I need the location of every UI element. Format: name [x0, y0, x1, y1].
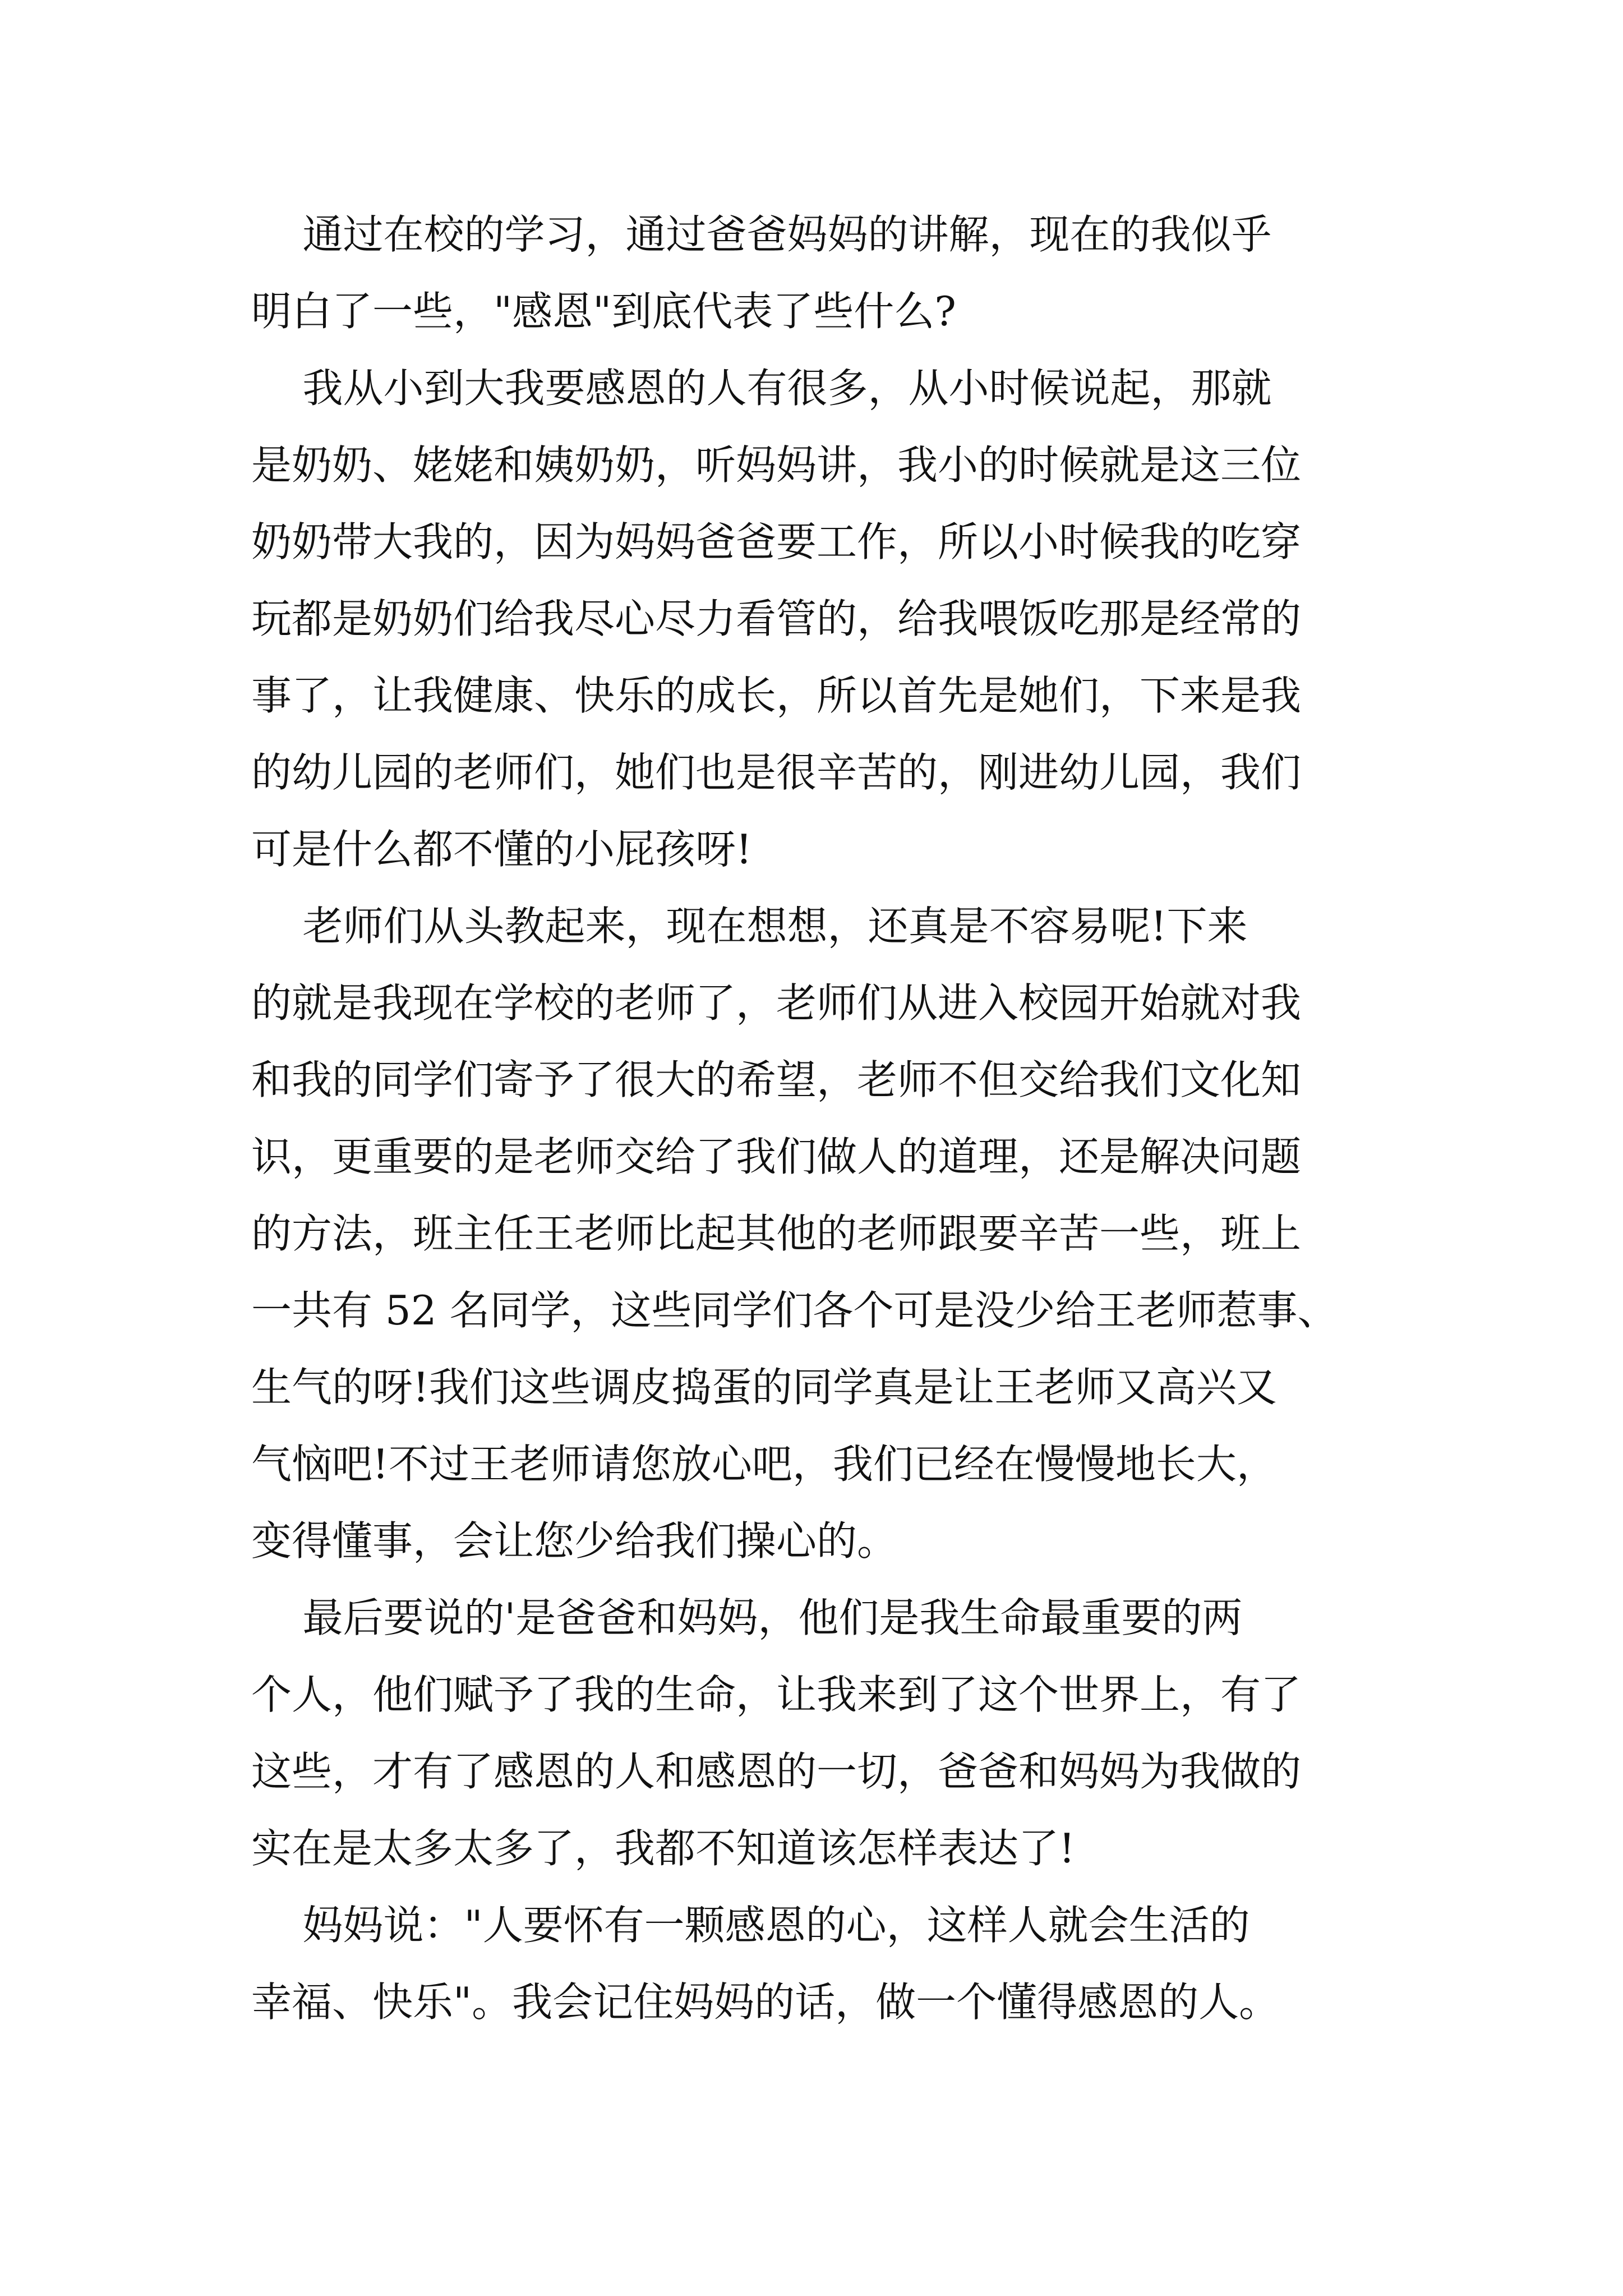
- essay-body: [251, 196, 1386, 2041]
- text-line: 玩都是奶奶们给我尽心尽力看管的，给我喂饭吃那是经常的: [251, 595, 1302, 642]
- text-line: 最后要说的'是爸爸和妈妈，他们是我生命最重要的两: [251, 1594, 1243, 1641]
- text-line: 的方法，班主任王老师比起其他的老师跟要辛苦一些，班上: [251, 1210, 1302, 1257]
- text-line: 这些，才有了感恩的人和感恩的一切，爸爸和妈妈为我做的: [251, 1748, 1302, 1795]
- text-line: 妈妈说："人要怀有一颗感恩的心，这样人就会生活的: [251, 1902, 1250, 1949]
- text-line: 奶奶带大我的，因为妈妈爸爸要工作，所以小时候我的吃穿: [251, 518, 1302, 565]
- text-line: 的幼儿园的老师们，她们也是很辛苦的，刚进幼儿园，我们: [251, 749, 1302, 796]
- text-line: 老师们从头教起来，现在想想，还真是不容易呢!下来: [251, 903, 1248, 950]
- text-line: 个人，他们赋予了我的生命，让我来到了这个世界上，有了: [251, 1671, 1302, 1718]
- text-line: 和我的同学们寄予了很大的希望，老师不但交给我们文化知: [251, 1056, 1302, 1103]
- text-line: 变得懂事，会让您少给我们操心的。: [251, 1517, 898, 1565]
- text-line: 气恼吧!不过王老师请您放心吧，我们已经在慢慢地长大，: [251, 1441, 1277, 1488]
- text-line: 事了，让我健康、快乐的成长，所以首先是她们，下来是我: [251, 672, 1302, 719]
- text-line: 识，更重要的是老师交给了我们做人的道理，还是解决问题: [251, 1133, 1302, 1180]
- text-line: 明白了一些，"感恩"到底代表了些什么?: [251, 288, 956, 335]
- text-line: 可是什么都不懂的小屁孩呀!: [251, 826, 752, 873]
- text-line: 生气的呀!我们这些调皮捣蛋的同学真是让王老师又高兴又: [251, 1364, 1277, 1411]
- text-line: 我从小到大我要感恩的人有很多，从小时候说起，那就: [251, 365, 1272, 412]
- text-line: 实在是太多太多了，我都不知道该怎样表达了!: [251, 1825, 1075, 1872]
- text-line: 通过在校的学习，通过爸爸妈妈的讲解，现在的我似乎: [251, 211, 1272, 258]
- text-line: 一共有 52 名同学，这些同学们各个可是没少给王老师惹事、: [251, 1287, 1338, 1334]
- text-line: 的就是我现在学校的老师了，老师们从进入校园开始就对我: [251, 979, 1302, 1027]
- text-line: 幸福、快乐"。我会记住妈妈的话，做一个懂得感恩的人。: [251, 1978, 1280, 2026]
- text-line: 是奶奶、姥姥和姨奶奶，听妈妈讲，我小的时候就是这三位: [251, 441, 1302, 489]
